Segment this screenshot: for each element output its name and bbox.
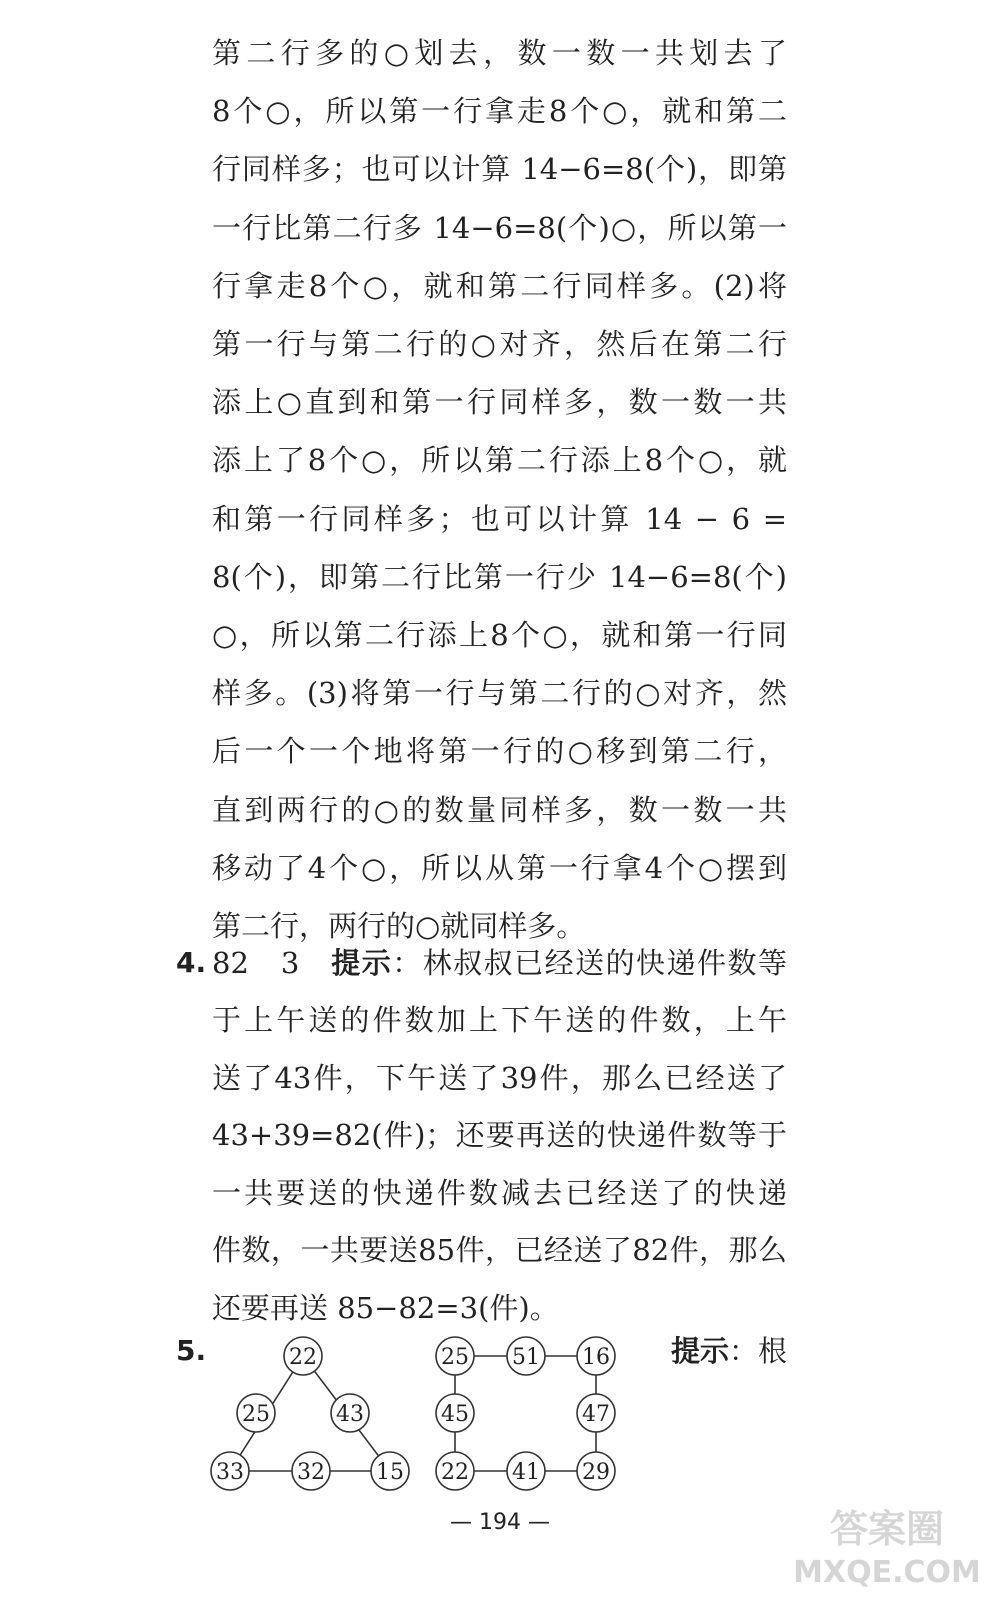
question-4-number: 4. [176,946,207,979]
question-4-line: 还要再送 85−82=3(件)。 [212,1290,559,1325]
square-node-top-mid [507,1337,545,1375]
explanation-line: 8个○，所以第一行拿走8个○，就和第二 [212,94,787,129]
question-4-line: 一共要送的快递件数减去已经送了的快递 [212,1175,787,1210]
explanation-line: 第二行，两行的○就同样多。 [212,909,586,943]
explanation-line: 添上○直到和第一行同样多，数一数一共 [212,385,787,420]
triangle-node-left-mid [237,1394,275,1432]
explanation-line: ○，所以第二行添上8个○，就和第一行同 [212,618,787,652]
triangle-node-top [284,1337,322,1375]
question-4-answers: 82 3 [212,946,332,980]
triangle-node-bottom-left [211,1452,249,1490]
question-4-hint-label: 提示 [331,946,393,980]
explanation-line: 一行比第二行多 14−6=8(个)○，所以第一 [212,210,787,245]
square-node-top-right [577,1337,615,1375]
explanation-line: 样多。(3)将第一行与第二行的○对齐，然 [212,676,787,711]
explanation-line: 行拿走8个○，就和第二行同样多。(2)将 [212,268,787,303]
question-4-line: 件数，一共要送85件，已经送了82件，那么 [212,1233,787,1267]
explanation-line: 直到两行的○的数量同样多，数一数一共 [212,792,787,827]
explanation-line: 添上了8个○，所以第二行添上8个○，就 [212,443,787,478]
explanation-line: 和第一行同样多；也可以计算 14 − 6 = [212,501,787,536]
svg-text:25: 25 [242,1402,270,1427]
square-node-left-mid [436,1394,474,1432]
triangle-node-bottom-mid [292,1452,330,1490]
question-4-line: 43+39=82(件)；还要再送的快递件数等于 [212,1118,787,1152]
square-node-bottom-mid [507,1452,545,1490]
explanation-line: 8(个)，即第二行比第一行少 14−6=8(个) [212,559,787,594]
watermark-domain: MXQE.COM [793,1555,981,1590]
watermark-title: 答案圈 [829,1507,945,1551]
square-node-right-mid [577,1394,615,1432]
question-5-number: 5. [176,1334,207,1367]
triangle-node-right-mid [331,1394,369,1432]
square-node-bottom-left [436,1452,474,1490]
question-5-hint-label: 提示 [670,1334,729,1368]
explanation-line: 第二行多的○划去，数一数一共划去了 [212,36,787,70]
site-watermark-logo [792,1500,982,1590]
svg-text:33: 33 [216,1460,244,1485]
svg-text:16: 16 [582,1345,610,1370]
question-4-line: 送了43件，下午送了39件，那么已经送了 [212,1060,787,1095]
svg-text:32: 32 [297,1460,325,1485]
explanation-line: 后一个一个地将第一行的○移到第二行， [212,734,787,769]
svg-text:15: 15 [376,1460,404,1485]
svg-text:47: 47 [582,1402,610,1427]
explanation-line: 移动了4个○，所以从第一行拿4个○摆到 [212,850,787,885]
svg-text:25: 25 [441,1345,469,1370]
explanation-line: 第一行与第二行的○对齐，然后在第二行 [212,327,787,361]
svg-text:43: 43 [336,1402,364,1427]
square-node-top-left [436,1337,474,1375]
svg-text:41: 41 [512,1460,540,1485]
square-node-bottom-right [577,1452,615,1490]
svg-text:22: 22 [441,1460,469,1485]
svg-text:51: 51 [512,1345,540,1370]
triangle-node-bottom-right [371,1452,409,1490]
page-number: — 194 — [450,1510,550,1535]
explanation-line: 行同样多；也可以计算 14−6=8(个)，即第 [212,152,787,187]
question-4-hint-start: ：林叔叔已经送的快递件数等 [392,946,787,980]
svg-text:29: 29 [582,1460,610,1485]
question-5-hint-text: ：根 [728,1334,787,1368]
svg-text:22: 22 [289,1345,317,1370]
question-4-line: 于上午送的件数加上下午送的件数，上午 [212,1003,787,1037]
svg-text:45: 45 [441,1402,469,1427]
